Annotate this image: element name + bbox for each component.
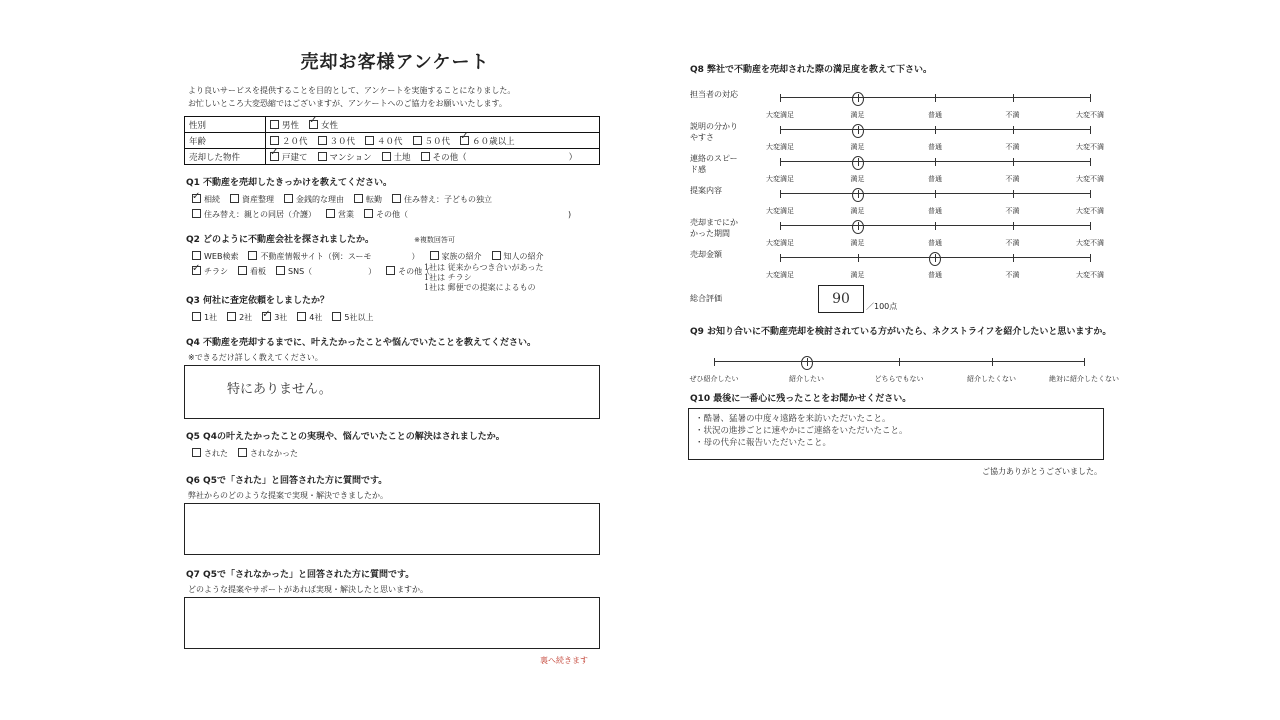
rating-scale-line <box>766 97 1104 119</box>
option-label: 土地 <box>393 152 411 163</box>
checkbox-option[interactable] <box>318 151 372 163</box>
scale-tick[interactable] <box>935 158 936 166</box>
rating-item-label: 説明の分かりやすさ <box>690 122 738 142</box>
scale-tick[interactable] <box>1090 94 1091 102</box>
option-label: 金銭的な理由 <box>296 195 344 204</box>
rating-scale-row <box>690 249 1114 281</box>
scale-option-label: 満足 <box>850 175 865 183</box>
overall-score[interactable]: 90 <box>818 285 864 313</box>
rating-scale-line <box>766 225 1104 247</box>
checkbox-option[interactable] <box>230 192 274 207</box>
selected-circle-icon <box>852 188 864 202</box>
q1-options <box>192 192 610 222</box>
checkbox-icon[interactable] <box>430 251 439 260</box>
scale-tick[interactable] <box>1013 254 1014 262</box>
rating-item-label: 売却金額 <box>690 250 722 259</box>
q2-note: ※複数回答可 <box>414 236 455 244</box>
scale-option-label: 普通 <box>928 207 942 215</box>
scale-option-label: 大変不満 <box>1076 239 1104 247</box>
scale-option-label: ぜひ紹介したい <box>689 375 739 383</box>
scale-option-label: 大変不満 <box>1076 111 1104 119</box>
scale-option-label: 満足 <box>850 271 865 279</box>
rating-scale-row <box>690 121 1114 153</box>
q3-title: Q3 何社に査定依頼をしましたか？ <box>186 296 330 306</box>
scale-tick[interactable] <box>1090 254 1091 262</box>
q2-title <box>186 232 610 245</box>
selected-circle-icon <box>801 356 813 370</box>
rating-item-label: 売却までにかかった期間 <box>690 218 738 238</box>
continue-note: 裏へ続きます <box>540 656 588 665</box>
checkbox-option[interactable] <box>332 310 373 325</box>
checked-box-icon[interactable] <box>262 312 271 321</box>
option-label: その他（ <box>376 210 408 219</box>
scale-option-label: 紹介したくない <box>967 375 1016 383</box>
attribute-options <box>266 117 600 133</box>
overall-rating <box>690 285 1114 315</box>
checkbox-option[interactable] <box>364 207 408 222</box>
checkbox-icon[interactable] <box>238 448 247 457</box>
scale-option-label: 不満 <box>1005 271 1020 279</box>
attribute-table <box>184 116 600 165</box>
checkbox-icon[interactable] <box>192 448 201 457</box>
scale-tick[interactable] <box>935 94 936 102</box>
checkbox-icon[interactable] <box>386 266 395 275</box>
checkbox-option[interactable] <box>192 310 217 325</box>
option-label: された <box>204 449 228 458</box>
checkbox-option[interactable] <box>492 249 544 264</box>
checkbox-option[interactable] <box>413 135 451 147</box>
checkbox-option[interactable] <box>326 207 354 222</box>
scale-tick[interactable] <box>780 158 781 166</box>
q5-title: Q5 Q4の叶えたかったことの実現や、悩んでいたことの解決はされましたか。 <box>186 432 505 442</box>
checkbox-icon[interactable] <box>192 312 201 321</box>
option-label: その他（ ） <box>432 152 578 163</box>
option-label: 営業 <box>338 210 354 219</box>
option-label: 知人の紹介 <box>503 252 544 261</box>
scale-option-label: 大変満足 <box>766 175 794 183</box>
checkbox-icon[interactable] <box>318 152 327 161</box>
attribute-label: 年齢 <box>185 133 266 149</box>
checkbox-icon[interactable] <box>276 266 285 275</box>
checkbox-icon[interactable] <box>270 136 279 145</box>
intro-line: より良いサービスを提供することを目的として、アンケートを実施することになりました。 <box>188 86 516 95</box>
selected-circle-icon <box>929 252 941 266</box>
scale-option-label: 不満 <box>1005 111 1020 119</box>
survey-title: 売却お客様アンケート <box>300 52 490 73</box>
scale-tick[interactable] <box>935 190 936 198</box>
scale-option-label: 普通 <box>928 271 942 279</box>
scale-option-label: 満足 <box>850 207 865 215</box>
q7-answer-box[interactable] <box>184 597 600 649</box>
scale-tick[interactable] <box>1013 190 1014 198</box>
q8-title: Q8 弊社で不動産を売却された際の満足度を教えて下さい。 <box>690 65 933 75</box>
scale-option-label: 紹介したい <box>789 375 824 383</box>
scale-option-label: 不満 <box>1005 239 1020 247</box>
checkbox-icon[interactable] <box>192 209 201 218</box>
q7-title: Q7 Q5で「されなかった」と回答された方に質問です。 <box>186 570 415 580</box>
scale-tick[interactable] <box>858 254 859 262</box>
checkbox-icon[interactable] <box>413 136 422 145</box>
handwritten-line: 1社は 郵便での提案によるもの <box>424 283 536 292</box>
option-label: ３０代 <box>329 136 356 147</box>
checkbox-icon[interactable] <box>364 209 373 218</box>
option-label: 男性 <box>282 120 300 131</box>
scale-option-label: 不満 <box>1005 143 1020 151</box>
checkbox-option[interactable] <box>270 135 308 147</box>
attribute-options <box>266 133 600 149</box>
rating-item-label: 担当者の対応 <box>690 90 738 99</box>
checkbox-icon[interactable] <box>230 194 239 203</box>
scale-option-label: 普通 <box>928 111 942 119</box>
checkbox-option[interactable] <box>270 151 308 163</box>
selected-circle-icon <box>852 92 864 106</box>
scale-tick[interactable] <box>780 222 781 230</box>
checkbox-option[interactable] <box>318 135 356 147</box>
q4-sub: ※できるだけ詳しく教えてください。 <box>188 353 323 362</box>
checkbox-option[interactable] <box>284 192 344 207</box>
option-label: 戸建て <box>282 152 308 163</box>
rating-scale-line <box>766 129 1104 151</box>
scale-tick[interactable] <box>1013 222 1014 230</box>
option-label: されなかった <box>250 449 298 458</box>
scale-tick[interactable] <box>714 358 715 366</box>
scale-option-label: 満足 <box>850 239 865 247</box>
checkbox-option[interactable] <box>460 135 515 147</box>
survey-page-front <box>180 40 610 666</box>
checkbox-icon[interactable] <box>326 209 335 218</box>
q6-title: Q6 Q5で「された」と回答された方に質問です。 <box>186 476 388 486</box>
rating-scale-row <box>690 153 1114 185</box>
attribute-label: 売却した物件 <box>185 149 266 165</box>
scale-tick[interactable] <box>780 190 781 198</box>
scale-tick[interactable] <box>1013 126 1014 134</box>
scale-option-label: 絶対に紹介したくない <box>1049 375 1119 383</box>
checkbox-option[interactable] <box>227 310 252 325</box>
checkbox-icon[interactable] <box>421 152 430 161</box>
q9-title: Q9 お知り合いに不動産売却を検討されている方がいたら、ネクストライフを紹介したいと思いますか。 <box>690 327 1112 337</box>
option-label: 転勤 <box>366 195 382 204</box>
checkbox-icon[interactable] <box>392 194 401 203</box>
option-label: ２０代 <box>282 136 308 147</box>
checkbox-icon[interactable] <box>318 136 327 145</box>
checked-box-icon[interactable] <box>309 120 318 129</box>
scale-option-label: 大変不満 <box>1076 271 1104 279</box>
checkbox-option[interactable] <box>270 119 299 131</box>
scale-tick[interactable] <box>1013 158 1014 166</box>
q7-sub: どのような提案やサポートがあれば実現・解決したと思いますか。 <box>188 585 428 594</box>
checkbox-option[interactable] <box>238 264 266 279</box>
thanks-text: ご協力ありがとうございました。 <box>982 467 1102 476</box>
option-label: チラシ <box>204 267 228 276</box>
scale-tick[interactable] <box>935 222 936 230</box>
scale-tick[interactable] <box>899 358 900 366</box>
option-label: ４０代 <box>377 136 403 147</box>
checkbox-icon[interactable] <box>248 251 257 260</box>
scale-tick[interactable] <box>780 254 781 262</box>
attribute-row <box>185 133 600 149</box>
option-label: 看板 <box>250 267 266 276</box>
q2-handwritten-other <box>424 263 543 293</box>
scale-option-label: 大変満足 <box>766 207 794 215</box>
q2-title-text: Q2 どのように不動産会社を探されましたか。 <box>186 235 375 245</box>
q10-answer-line: ・酷暑、猛暑の中度々遠路を来訪いただいたこと。 <box>695 414 891 424</box>
q10-title: Q10 最後に一番心に残ったことをお聞かせください。 <box>690 394 912 404</box>
q10-answer-box[interactable] <box>688 408 1104 460</box>
rating-scale-row <box>690 89 1114 121</box>
option-label: 家族の紹介 <box>441 252 482 261</box>
checkbox-option[interactable] <box>192 192 220 207</box>
checkbox-option[interactable] <box>262 310 287 325</box>
rating-item-label: 提案内容 <box>690 186 722 195</box>
checkbox-icon[interactable] <box>382 152 391 161</box>
attribute-row <box>185 149 600 165</box>
attribute-label: 性別 <box>185 117 266 133</box>
scale-tick[interactable] <box>780 94 781 102</box>
rating-item-label: 連絡のスピード感 <box>690 154 738 174</box>
checkbox-option[interactable] <box>430 249 482 264</box>
selected-circle-icon <box>852 124 864 138</box>
checkbox-icon[interactable] <box>227 312 236 321</box>
option-label: 5社以上 <box>344 313 374 322</box>
checkbox-icon[interactable] <box>297 312 306 321</box>
option-label: 資産整理 <box>242 195 274 204</box>
rating-scale-line <box>766 257 1104 279</box>
rating-scale-line <box>766 161 1104 183</box>
scale-option-label: 不満 <box>1005 207 1020 215</box>
scale-tick[interactable] <box>935 126 936 134</box>
scale-option-label: 大変満足 <box>766 239 794 247</box>
scale-option-label: 不満 <box>1005 175 1020 183</box>
q3-options <box>192 310 610 325</box>
scale-tick[interactable] <box>1090 158 1091 166</box>
q10-answer-line: ・母の代弁に報告いただいたこと。 <box>695 438 832 448</box>
checkbox-icon[interactable] <box>192 251 201 260</box>
handwritten-line: 1社は 従来からつき合いがあった <box>424 263 544 272</box>
q6-sub: 弊社からのどのような提案で実現・解決できましたか。 <box>188 491 388 500</box>
option-label: 住み替え：子どもの独立 <box>404 195 492 204</box>
option-label: 3社 <box>274 313 288 322</box>
option-label: 相続 <box>204 195 220 204</box>
scale-tick[interactable] <box>1084 358 1085 366</box>
scale-tick[interactable] <box>1090 190 1091 198</box>
option-label: 住み替え：親との同居（介護） <box>204 210 316 219</box>
checkbox-icon[interactable] <box>238 266 247 275</box>
option-label: ５０代 <box>424 136 451 147</box>
checkbox-option[interactable] <box>276 264 376 279</box>
checked-box-icon[interactable] <box>270 152 279 161</box>
option-label: マンション <box>329 152 372 163</box>
q4-title: Q4 不動産を売却するまでに、叶えたかったことや悩んでいたことを教えてください。 <box>186 338 537 348</box>
scale-option-label: 大変不満 <box>1076 207 1104 215</box>
q4-answer: 特にありません。 <box>227 382 332 397</box>
rating-scale-line <box>766 193 1104 215</box>
checkbox-option[interactable] <box>238 446 298 461</box>
scale-tick[interactable] <box>780 126 781 134</box>
scale-tick[interactable] <box>1013 94 1014 102</box>
checkbox-option[interactable] <box>421 151 578 163</box>
overall-label: 総合評価 <box>690 294 722 303</box>
q5-options <box>192 446 610 461</box>
checked-box-icon[interactable] <box>460 136 469 145</box>
scale-option-label: 満足 <box>850 111 865 119</box>
checkbox-icon[interactable] <box>284 194 293 203</box>
scale-option-label: 大変満足 <box>766 271 794 279</box>
checked-box-icon[interactable] <box>192 194 201 203</box>
option-label: 女性 <box>321 120 339 131</box>
checkbox-option[interactable] <box>354 192 382 207</box>
option-label: SNS（ ） <box>288 267 377 276</box>
scale-option-label: 普通 <box>928 239 942 247</box>
checkbox-icon[interactable] <box>492 251 501 260</box>
scale-tick[interactable] <box>992 358 993 366</box>
attribute-row <box>185 117 600 133</box>
scale-option-label: 満足 <box>850 143 865 151</box>
q1-other-close: ) <box>568 210 572 219</box>
checkbox-option[interactable] <box>309 119 338 131</box>
q4-answer-box[interactable] <box>184 365 600 419</box>
scale-option-label: 普通 <box>928 175 942 183</box>
intro-line: お忙しいところ大変恐縮ではございますが、アンケートへのご協力をお願いいたします。 <box>188 99 507 108</box>
option-label: WEB検索 <box>204 252 239 261</box>
checkbox-option[interactable] <box>392 192 492 207</box>
scale-option-label: 大変満足 <box>766 143 794 151</box>
checkbox-option[interactable] <box>382 151 411 163</box>
checkbox-icon[interactable] <box>332 312 341 321</box>
q9-scale <box>684 353 1119 385</box>
option-label: 不動産情報サイト（例：スーモ ） <box>260 252 420 261</box>
checkbox-option[interactable] <box>192 264 228 279</box>
checked-box-icon[interactable] <box>192 266 201 275</box>
survey-page-back <box>684 58 1119 477</box>
scale-option-label: 大変不満 <box>1076 143 1104 151</box>
scale-tick[interactable] <box>1090 126 1091 134</box>
option-label: その他（ <box>398 267 431 276</box>
scale-option-label: 大変満足 <box>766 111 794 119</box>
checkbox-option[interactable] <box>192 446 228 461</box>
selected-circle-icon <box>852 156 864 170</box>
option-label: 4社 <box>309 313 323 322</box>
q1-title: Q1 不動産を売却したきっかけを教えてください。 <box>186 178 393 188</box>
q2-options <box>192 249 610 292</box>
checkbox-option[interactable] <box>248 249 419 264</box>
checkbox-icon[interactable] <box>270 120 279 129</box>
scale-option-label: どちらでもない <box>874 375 924 383</box>
checkbox-option[interactable] <box>297 310 322 325</box>
q6-answer-box[interactable] <box>184 503 600 555</box>
checkbox-option[interactable] <box>365 135 403 147</box>
intro-text <box>188 84 610 110</box>
rating-scale-row <box>690 185 1114 217</box>
scale-option-label: 普通 <box>928 143 942 151</box>
rating-scale-row <box>689 353 1119 385</box>
checkbox-option[interactable] <box>192 207 316 222</box>
handwritten-line: 1社は チラシ <box>424 273 472 282</box>
checkbox-icon[interactable] <box>365 136 374 145</box>
q8-scales <box>684 89 1114 281</box>
rating-scale-line <box>689 361 1119 383</box>
option-label: ６０歳以上 <box>472 136 515 147</box>
option-label: 2社 <box>239 313 253 322</box>
scale-tick[interactable] <box>1090 222 1091 230</box>
rating-scale-row <box>690 217 1114 249</box>
scale-option-label: 大変不満 <box>1076 175 1104 183</box>
option-label: 1社 <box>204 313 218 322</box>
selected-circle-icon <box>852 220 864 234</box>
attribute-options <box>266 149 600 165</box>
checkbox-icon[interactable] <box>354 194 363 203</box>
overall-max: ／100点 <box>866 302 898 311</box>
q10-answer-line: ・状況の進捗ごとに速やかにご連絡をいただいたこと。 <box>695 426 908 436</box>
